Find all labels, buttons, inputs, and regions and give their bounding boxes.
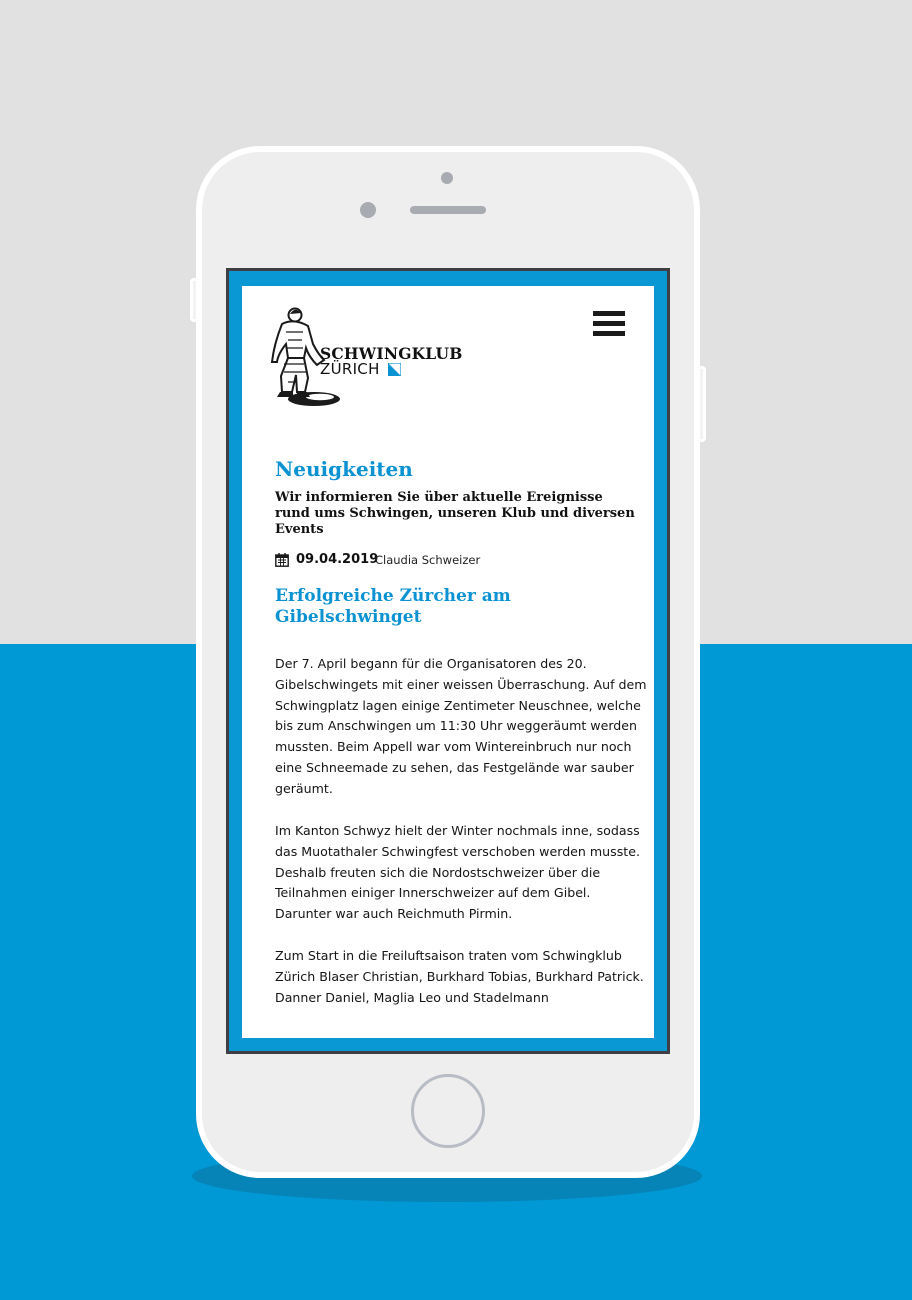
- article-author: Claudia Schweizer: [375, 553, 481, 567]
- phone-screen: [242, 286, 654, 1038]
- phone-camera: [360, 202, 376, 218]
- article-paragraph: Im Kanton Schwyz hielt der Winter nochmals inne, sodass das Muotathaler Schwingfest verschoben werden musste. Deshalb freuten sich die Nordostschweizer über die Teilnahmen einiger Innerschweizer auf dem Gibel. Darunter war auch Reichmuth Pirmin.: [275, 823, 640, 922]
- page-subtitle: Wir informieren Sie über aktuelle Ereignisse rund ums Schwingen, unseren Klub und diversen Events: [275, 490, 635, 537]
- article-title[interactable]: Erfolgreiche Zürcher am Gibelschwinget: [275, 586, 511, 627]
- logo-text-line2: ZÜRICH: [320, 360, 380, 378]
- zurich-flag-icon: [388, 363, 401, 376]
- article-paragraph: Zum Start in die Freiluftsaison traten vom Schwingklub Zürich Blaser Christian, Burkhard Tobias, Burkhard Patrick. Danner Daniel, Maglia Leo und Stadelmann: [275, 948, 644, 1005]
- phone-speaker: [410, 206, 486, 214]
- article-paragraph: Der 7. April begann für die Organisatoren des 20. Gibelschwingets mit einer weissen Überraschung. Auf dem Schwingplatz lagen einige Zentimeter Neuschnee, welche bis zum Anschwingen um 11:30 Uhr weggeräumt werden mussten. Beim Appell war vom Wintereinbruch nur noch eine Schneemade zu sehen, das Festgelände war sauber geräumt.: [275, 656, 647, 796]
- phone-sensor: [441, 172, 453, 184]
- page-title: Neuigkeiten: [275, 457, 413, 481]
- phone-home-button[interactable]: [411, 1074, 485, 1148]
- logo-text-line1: SCHWINGKLUB: [320, 344, 463, 363]
- calendar-icon: [275, 553, 289, 567]
- hamburger-menu-icon[interactable]: [593, 311, 625, 337]
- article-date: 09.04.2019: [296, 552, 379, 567]
